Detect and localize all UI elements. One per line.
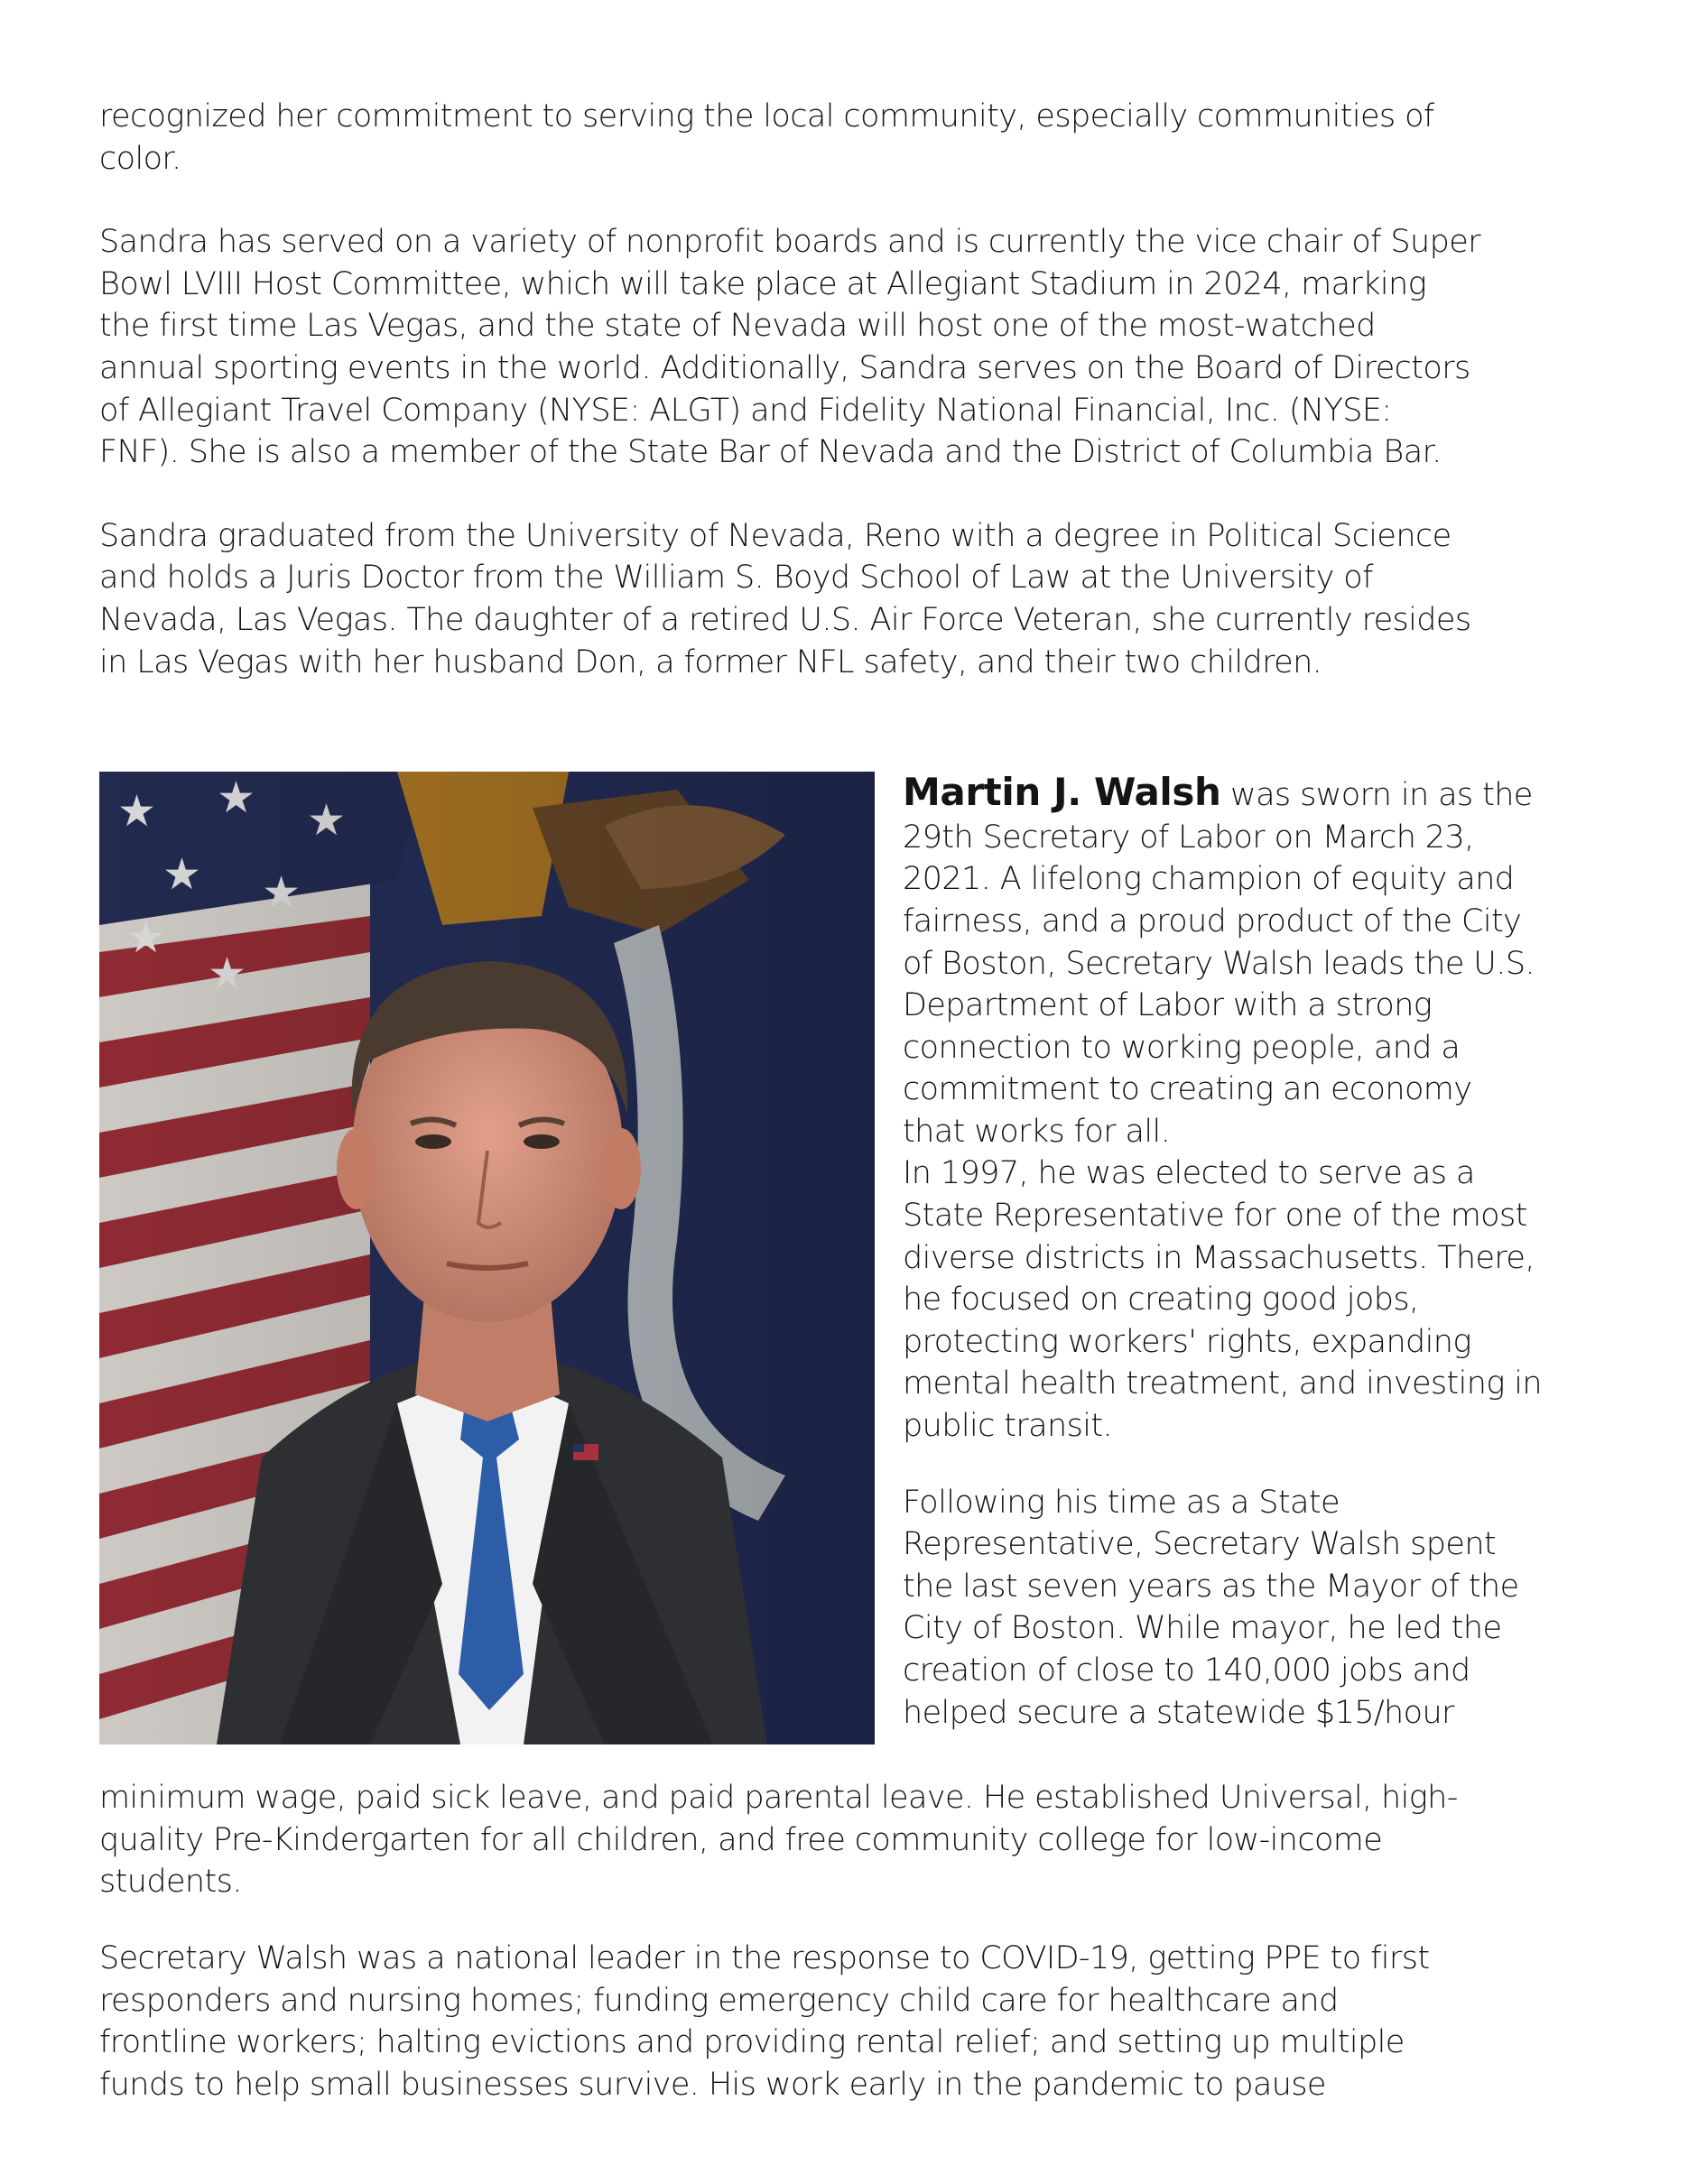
walsh-paragraph-3: Secretary Walsh was a national leader in the response to COVID-19, getting PPE to first responders and nursing homes; funding emergency child care for healthcare and frontline workers; halting evictions and providing rental relief; and setting up multiple funds to help small businesses survive. His work early in the pandemic to pause xyxy=(99,1939,1430,2103)
intro-paragraph-3: Sandra graduated from the University of Nevada, Reno with a degree in Political Science and holds a Juris Doctor from the William S. Boyd School of Law at the University of Nevada, Las Vegas. The daughter of a retired U.S. Air Force Veteran, she currently resides in Las Vegas with her husband Don, a former NFL safety, and their two children. xyxy=(99,517,1471,680)
walsh-paragraph-1-text: was sworn in as the 29th Secretary of Labor on March 23, 2021. A lifelong champion of equity and fairness, and a proud product of the City of Boston, Secretary Walsh leads the U.S. Department of Labor with a strong connection to working people, and a commitment to creating an economy that works for all. In 1997, he was elected to serve as a State Representative for one of the most diverse districts in Massachusetts. There, he focused on creating good jobs, protecting workers' rights, expanding mental health treatment, and investing in public transit. xyxy=(903,777,1543,1445)
walsh-bio-text xyxy=(903,772,1598,1734)
walsh-paragraph-1 xyxy=(903,772,1598,1448)
intro-paragraph-1: recognized her commitment to serving the local community, especially communities of color. xyxy=(99,98,1434,177)
walsh-name: Martin J. Walsh xyxy=(903,770,1221,815)
walsh-paragraph-2-continued: minimum wage, paid sick leave, and paid parental leave. He established Universal, high- quality Pre-Kindergarten for all children, and free community college for low-income students. xyxy=(99,1780,1458,1901)
document-page xyxy=(99,96,1589,2105)
walsh-portrait-photo xyxy=(99,772,875,1744)
walsh-bio-block xyxy=(99,772,1589,1777)
walsh-paragraph-2-start: Following his time as a State Representative, Secretary Walsh spent the last seven years as the Mayor of the City of Boston. While mayor, he led the creation of close to 140,000 jobs and helped secure a statewide $15/hour xyxy=(903,1484,1519,1731)
intro-paragraph-2: Sandra has served on a variety of nonprofit boards and is currently the vice chair of Super Bowl LVIII Host Committee, which will take place at Allegiant Stadium in 2024, marking the first time Las Vegas, and the state of Nevada will host one of the most-watched annual sporting events in the world. Additionally, Sandra serves on the Board of Directors of Allegiant Travel Company (NYSE: ALGT) and Fidelity National Financial, Inc. (NYSE: FNF). She is also a member of the State Bar of Nevada and the District of Columbia Bar. xyxy=(99,224,1480,471)
